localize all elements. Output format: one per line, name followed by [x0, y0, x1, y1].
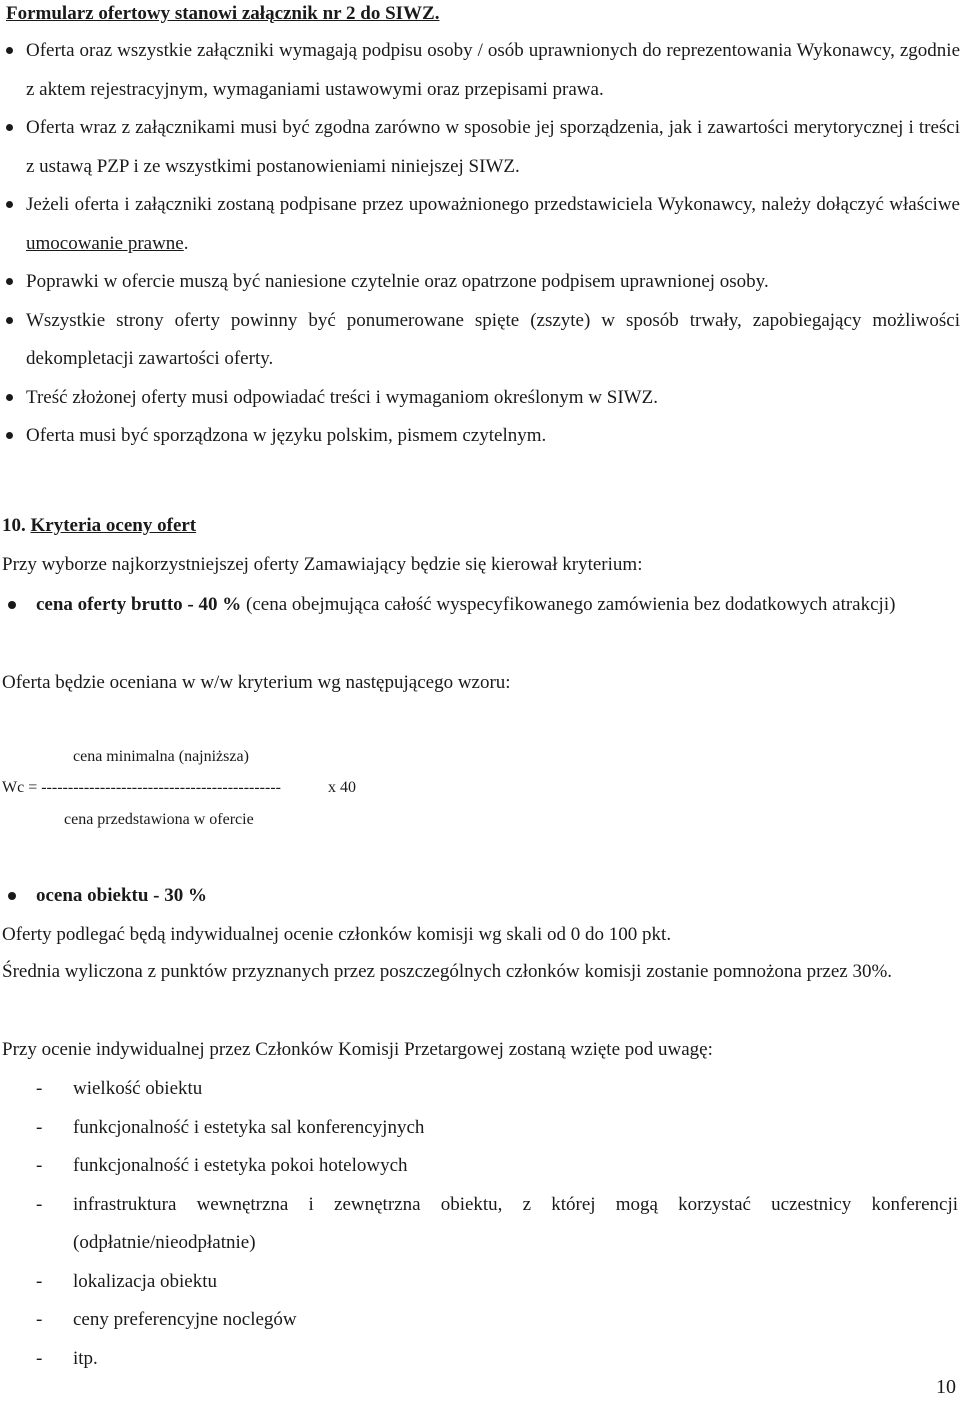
- list-item: Jeżeli oferta i załączniki zostaną podpisane przez upoważnionego przedstawiciela Wykonawcy, należy dołączyć właściwe umocowanie prawne.: [0, 186, 960, 263]
- bullet-icon: [6, 394, 13, 401]
- section-heading: [2, 512, 196, 540]
- list-item: - ceny preferencyjne noclegów: [36, 1309, 297, 1330]
- list-item: Oferta oraz wszystkie załączniki wymagają podpisu osoby / osób uprawnionych do reprezentowania Wykonawcy, zgodnie z aktem rejestracyjnym, wymaganiami ustawowymi oraz przepisami prawa.: [0, 32, 960, 109]
- formula-intro: Oferta będzie oceniana w w/w kryterium wg następującego wzoru:: [2, 672, 511, 693]
- requirements-list: [0, 32, 960, 456]
- list-item: Wszystkie strony oferty powinny być ponumerowane spięte (zszyte) w sposób trwały, zapobiegający możliwości dekompletacji zawartości oferty.: [0, 302, 960, 379]
- criterion-object-title: ocena obiektu - 30 %: [36, 885, 207, 906]
- bullet-icon: [8, 601, 16, 609]
- page-number: 10: [936, 1376, 956, 1398]
- criterion-price: cena oferty brutto - 40 % (cena obejmująca całość wyspecyfikowanego zamówienia bez dodatkowych atrakcji): [0, 585, 958, 624]
- criterion-price-title: cena oferty brutto - 40 %: [36, 594, 242, 615]
- bullet-icon: [6, 47, 13, 54]
- formula-numerator: cena minimalna (najniższa): [73, 748, 249, 765]
- list-item: - itp.: [36, 1347, 98, 1369]
- criterion-object: [0, 876, 958, 915]
- list-item: Poprawki w ofercie muszą być naniesione czytelnie oraz opatrzone podpisem uprawnionej osoby.: [0, 263, 960, 302]
- section-number: 10.: [2, 515, 26, 536]
- paragraph: Średnia wyliczona z punktów przyznanych przez poszczególnych członków komisji zostanie pomnożona przez 30%.: [2, 961, 893, 982]
- list-item: - infrastruktura wewnętrzna i zewnętrzna obiektu, z której mogą korzystać uczestnicy konferencji (odpłatnie/nieodpłatnie): [36, 1193, 958, 1253]
- list-item: Treść złożonej oferty musi odpowiadać treści i wymaganiom określonym w SIWZ.: [0, 379, 960, 418]
- legal-authorization-text: umocowanie prawne: [26, 232, 184, 254]
- formula-lhs: Wc = ---------------------------------------------: [2, 779, 281, 796]
- paragraph: Oferty podlegać będą indywidualnej ocenie członków komisji wg skali od 0 do 100 pkt.: [2, 924, 672, 945]
- bullet-icon: [6, 432, 13, 439]
- list-item: - funkcjonalność i estetyka pokoi hotelowych: [36, 1155, 408, 1176]
- attachment-note: Formularz ofertowy stanowi załącznik nr 2 do SIWZ.: [6, 3, 440, 24]
- bullet-icon: [6, 201, 13, 208]
- list-item: - funkcjonalność i estetyka sal konferencyjnych: [36, 1116, 425, 1138]
- bullet-icon: [6, 278, 13, 285]
- criteria-intro: Przy wyborze najkorzystniejszej oferty Zamawiający będzie się kierował kryterium:: [2, 554, 643, 575]
- paragraph: Przy ocenie indywidualnej przez Członków Komisji Przetargowej zostaną wzięte pod uwagę:: [2, 1039, 713, 1060]
- formula-denominator: cena przedstawiona w ofercie: [64, 811, 254, 828]
- list-item: Oferta musi być sporządzona w języku polskim, pismem czytelnym.: [0, 417, 960, 456]
- bullet-icon: [6, 317, 13, 324]
- evaluation-factors-list: [0, 1070, 958, 1378]
- list-item: Oferta wraz z załącznikami musi być zgodna zarówno w sposobie jej sporządzenia, jak i zawartości merytorycznej i treści z ustawą PZP i ze wszystkimi postanowieniami niniejszej SIWZ.: [0, 109, 960, 186]
- bullet-icon: [6, 124, 13, 131]
- section-title: Kryteria oceny ofert: [30, 515, 197, 536]
- list-item: - wielkość obiektu: [36, 1078, 203, 1099]
- formula-multiplier: x 40: [328, 779, 356, 796]
- bullet-icon: [8, 892, 16, 900]
- list-item: - lokalizacja obiektu: [36, 1270, 218, 1292]
